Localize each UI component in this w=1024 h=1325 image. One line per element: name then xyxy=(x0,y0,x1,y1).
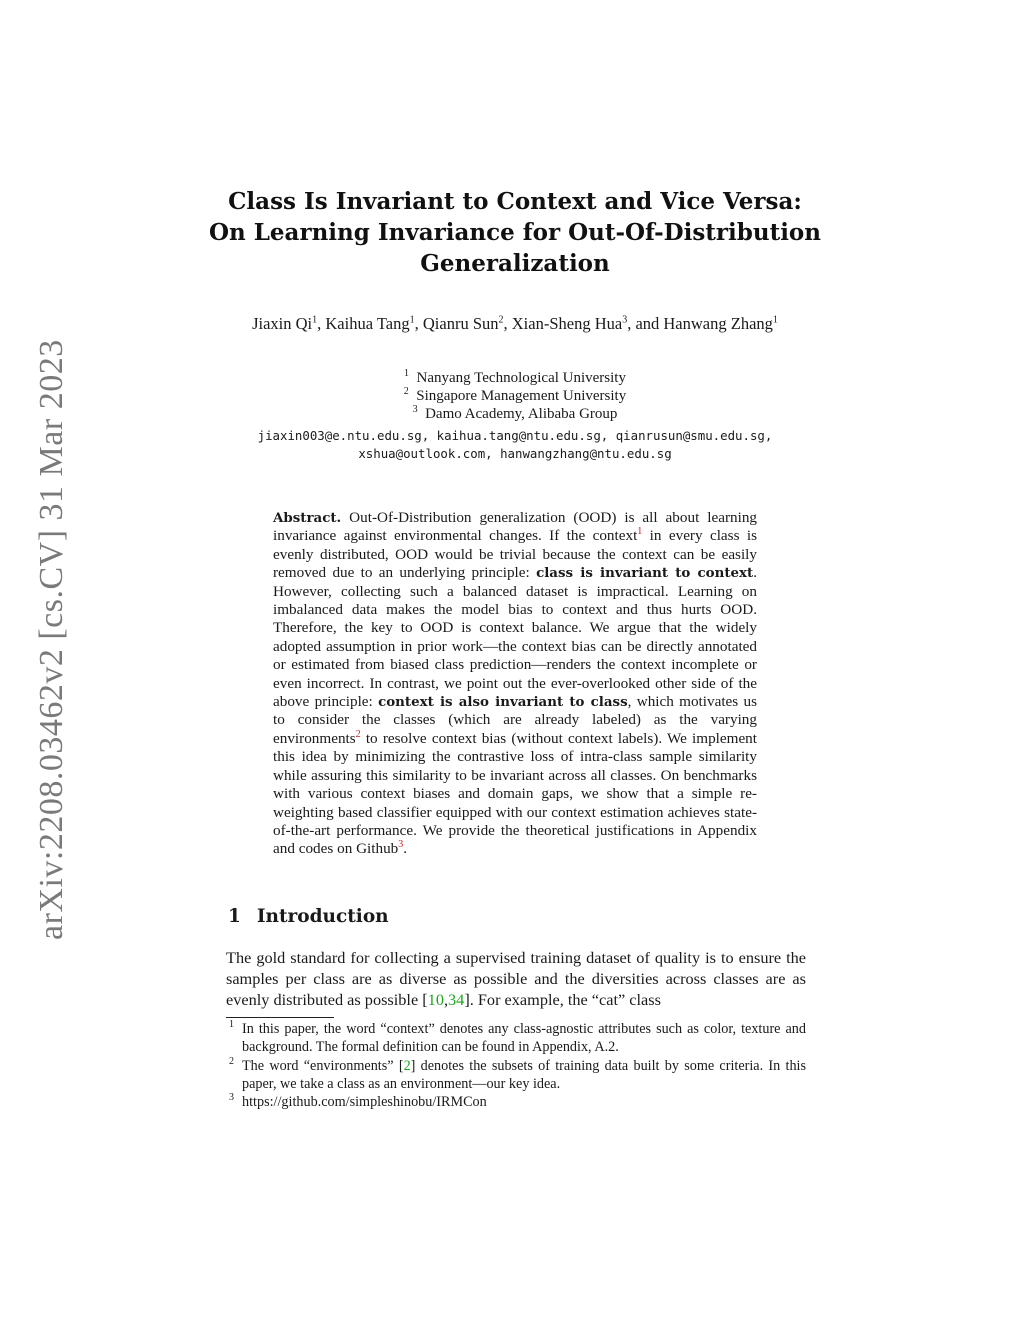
footnote-url-link[interactable]: https://github.com/simpleshinobu/IRMCon xyxy=(242,1094,487,1111)
author-name: Qianru Sun xyxy=(422,314,499,333)
footnote-text: ] denotes the subsets of training data built by some criteria. In this paper, we take a class as an environment—our key idea. xyxy=(242,1057,806,1092)
footnote-link[interactable]: 3 xyxy=(398,839,404,851)
abstract xyxy=(273,509,757,859)
author-emails xyxy=(180,427,850,463)
footnote-divider xyxy=(226,1017,334,1018)
author-affiliation-mark: 3 xyxy=(622,314,628,326)
author-affiliation-mark: 1 xyxy=(772,314,778,326)
author-affiliation-mark: 1 xyxy=(312,314,318,326)
body-text: The gold standard for collecting a supervised training dataset of quality is to ensure the samples per class are as diverse as possible and the diversities across classes are as evenly distributed as possible [ xyxy=(226,948,806,1009)
footnote-item xyxy=(226,1057,806,1094)
affiliation-list xyxy=(220,369,810,423)
abstract-emphasis: context is also invariant to class xyxy=(378,694,628,711)
citation-link[interactable]: 10 xyxy=(427,990,444,1009)
citation-separator: , xyxy=(443,990,449,1009)
arxiv-identifier-stamp: arXiv:2208.03462v2 [cs.CV] 31 Mar 2023 xyxy=(33,339,70,940)
intro-paragraph xyxy=(226,947,806,1010)
footnote-item xyxy=(226,1093,806,1111)
title-line: On Learning Invariance for Out-Of-Distribution xyxy=(208,219,821,246)
affiliation-item xyxy=(220,405,810,423)
author-affiliation-mark: 2 xyxy=(498,314,504,326)
affiliation-name: Nanyang Technological University xyxy=(416,370,626,386)
footnote-link[interactable]: 2 xyxy=(355,728,361,740)
section-number: 1 xyxy=(228,906,241,927)
author-name: Jiaxin Qi xyxy=(252,314,313,333)
affiliation-item xyxy=(220,387,810,405)
footnote-item xyxy=(226,1020,806,1057)
abstract-text: Out-Of-Distribution generalization (OOD) is all about learning invariance against environmental changes. If the context xyxy=(273,509,758,545)
affiliation-item xyxy=(220,369,810,387)
title-line: Class Is Invariant to Context and Vice Versa: xyxy=(228,188,802,215)
abstract-text: . xyxy=(403,840,408,858)
affiliation-mark: 1 xyxy=(404,368,410,379)
author-name: Xian-Sheng Hua xyxy=(511,314,623,333)
author-name: and Hanwang Zhang xyxy=(635,314,773,333)
affiliation-name: Singapore Management University xyxy=(416,388,627,404)
footnote-mark: 2 xyxy=(229,1055,234,1067)
affiliation-mark: 2 xyxy=(403,386,409,397)
affiliation-name: Damo Academy, Alibaba Group xyxy=(425,406,618,422)
author-list: Jiaxin Qi$^1$, Kaihua Tang$^1$, Qianru Sun$^2$, Xian-Sheng Hua$^3$, and Hanwang Zhang$^1$ xyxy=(252,314,778,333)
footnote-text: The word “environments” [ xyxy=(242,1057,404,1074)
email-line: jiaxin003@e.ntu.edu.sg, kaihua.tang@ntu.edu.sg, qianrusun@smu.edu.sg, xyxy=(257,428,773,443)
footnote-text: In this paper, the word “context” denotes any class-agnostic attributes such as color, texture and background. The formal definition can be found in Appendix, A.2. xyxy=(242,1021,806,1056)
citation-link[interactable]: 34 xyxy=(448,990,465,1009)
footnote-mark: 3 xyxy=(229,1092,234,1104)
abstract-text: in every class is evenly distributed, OOD would be trivial because the context can be easily removed due to an underlying principle: xyxy=(273,527,757,582)
footnote-mark: 1 xyxy=(229,1019,234,1030)
author-affiliation-mark: 1 xyxy=(409,314,415,326)
footnote-link[interactable]: 1 xyxy=(637,526,643,538)
section-heading xyxy=(228,906,389,927)
citation-link[interactable]: 2 xyxy=(403,1057,411,1074)
footnotes xyxy=(226,1020,806,1111)
abstract-emphasis: class is invariant to context xyxy=(536,565,754,582)
title-line: Generalization xyxy=(420,250,610,277)
abstract-label: Abstract. xyxy=(273,510,342,526)
author-name: Kaihua Tang xyxy=(325,314,410,333)
section-title: Introduction xyxy=(256,906,389,927)
email-line: xshua@outlook.com, hanwangzhang@ntu.edu.sg xyxy=(358,446,672,461)
abstract-text: . However, collecting such a balanced dataset is impractical. Learning on imbalanced data makes the model bias to context and thus hurts OOD. Therefore, the key to OOD is context balance. We argue that the widely adopted assumption in prior work—the context bias can be directly annotated or estimated from biased class prediction—renders the context incomplete or even incorrect. In contrast, we point out the ever-overlooked other side of the above principle: xyxy=(273,564,757,711)
body-text: ]. For example, the “cat” class xyxy=(464,990,661,1009)
abstract-text: to resolve context bias (without context labels). We implement this idea by minimizing the contrastive loss of intra-class sample similarity while assuring this similarity to be invariant across all classes. On benchmarks with various context biases and domain gaps, we show that a simple re-weighting based classifier equipped with our context estimation achieves state-of-the-art performance. We provide the theoretical justifications in Appendix and codes on Github xyxy=(273,729,757,858)
paper-title xyxy=(180,186,850,279)
abstract-text: , which motivates us to consider the classes (which are already labeled) as the varying environments xyxy=(273,693,758,747)
affiliation-mark: 3 xyxy=(412,404,418,415)
